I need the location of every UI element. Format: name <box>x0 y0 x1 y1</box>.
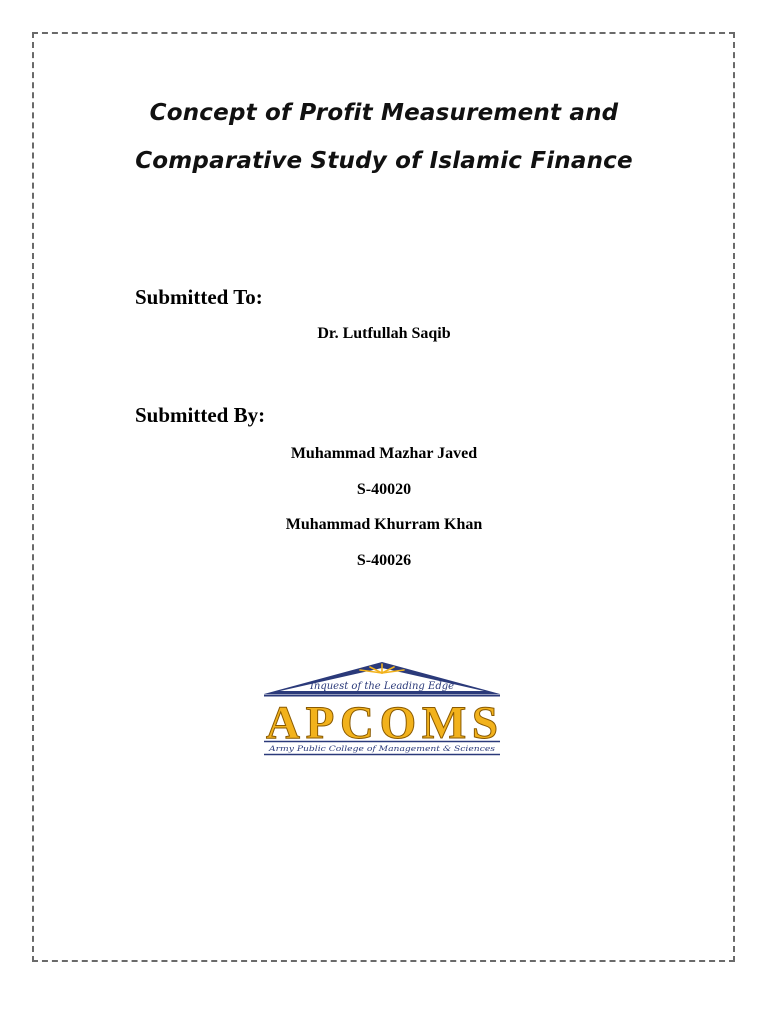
supervisor-name: Dr. Lutfullah Saqib <box>317 325 451 342</box>
submitted-by-heading: Submitted By: <box>135 403 266 427</box>
student-name: Muhammad Mazhar Javed <box>290 445 478 462</box>
logo-motto: Inquest of the Leading Edge <box>309 681 455 692</box>
logo-subtitle: Army Public College of Management & Sciences <box>267 744 496 753</box>
student-name: Muhammad Khurram Khan <box>285 516 483 533</box>
document-title-line-2: Comparative Study of Islamic Finance <box>135 148 633 174</box>
logo-wordmark: APCOMS <box>266 697 498 749</box>
apcoms-logo <box>262 660 502 756</box>
student-id: S-40026 <box>356 552 412 569</box>
document-title-line-1: Concept of Profit Measurement and <box>149 100 619 126</box>
submitted-to-heading: Submitted To: <box>135 285 263 309</box>
student-id: S-40020 <box>356 481 412 498</box>
